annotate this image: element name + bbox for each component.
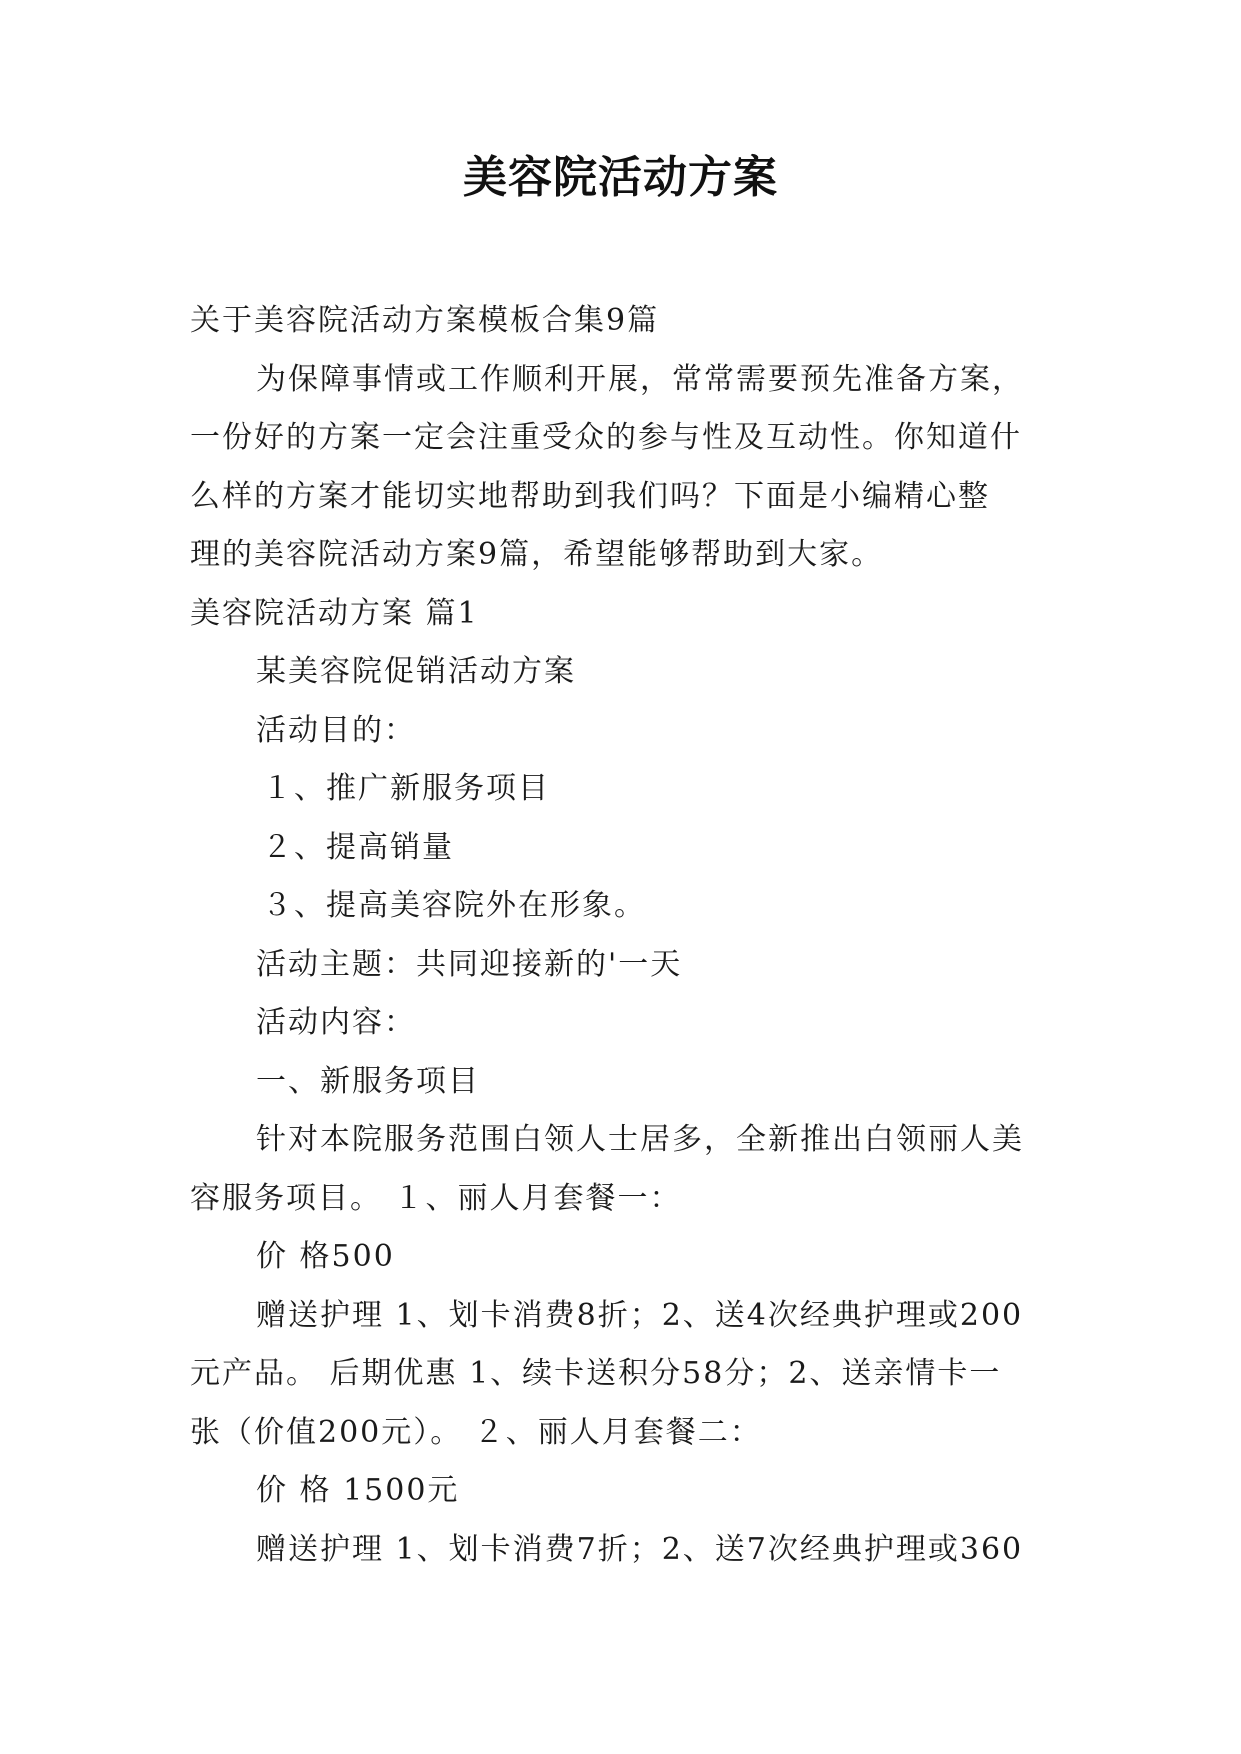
price-line: 价 格500 xyxy=(256,1239,395,1274)
label-line: 活动主题：共同迎接新的'一天 xyxy=(256,946,683,982)
section-heading: 美容院活动方案 篇1 xyxy=(190,595,479,631)
paragraph-line: 理的美容院活动方案9篇，希望能够帮助到大家。 xyxy=(190,537,884,572)
label-line: 活动目的： xyxy=(256,712,416,748)
paragraph-line: 赠送护理 1、划卡消费7折；2、送7次经典护理或360 xyxy=(256,1531,1024,1567)
paragraph-line: 张（价值200元）。 ２、丽人月套餐二： xyxy=(190,1414,762,1450)
list-item: ３、提高美容院外在形象。 xyxy=(262,888,646,923)
document-body xyxy=(190,292,1060,1579)
paragraph-line: 赠送护理 1、划卡消费8折；2、送4次经典护理或200 xyxy=(256,1297,1024,1333)
list-item: ２、提高销量 xyxy=(262,829,454,865)
intro-heading: 关于美容院活动方案模板合集9篇 xyxy=(190,303,660,338)
price-line: 价 格 1500元 xyxy=(256,1473,460,1508)
label-line: 活动内容： xyxy=(256,1005,416,1040)
paragraph-line: 为保障事情或工作顺利开展，常常需要预先准备方案， xyxy=(256,361,1024,397)
subsection-title: 某美容院促销活动方案 xyxy=(256,654,576,689)
paragraph-line: 一份好的方案一定会注重受众的参与性及互动性。你知道什 xyxy=(190,420,1022,455)
paragraph-line: 元产品。 后期优惠 1、续卡送积分58分；2、送亲情卡一 xyxy=(190,1356,1002,1391)
list-item: １、推广新服务项目 xyxy=(262,771,550,806)
subsection-title: 一、新服务项目 xyxy=(256,1063,480,1099)
document-title: 美容院活动方案 xyxy=(463,152,778,203)
paragraph-line: 针对本院服务范围白领人士居多，全新推出白领丽人美 xyxy=(256,1122,1024,1157)
paragraph-line: 容服务项目。 １、丽人月套餐一： xyxy=(190,1180,682,1216)
paragraph-line: 么样的方案才能切实地帮助到我们吗？下面是小编精心整 xyxy=(190,478,990,514)
